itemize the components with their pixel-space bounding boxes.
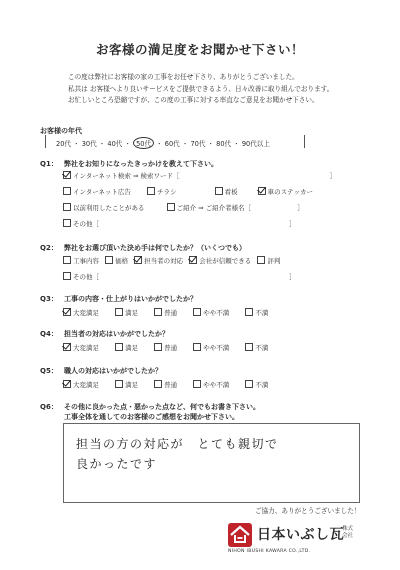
q3-option-somewhat-dissatisfied[interactable]: [193, 308, 229, 317]
roof-tile-logo-icon: [228, 523, 252, 547]
q4-option-satisfied[interactable]: [115, 343, 138, 352]
q1-option-signboard[interactable]: [215, 187, 238, 196]
q2-option-trust[interactable]: [189, 256, 251, 265]
option-label: 普通: [164, 309, 178, 317]
question-number: Q5：: [40, 367, 58, 375]
question-number: Q4：: [40, 330, 58, 338]
q2-option-price[interactable]: [105, 256, 128, 265]
checkbox[interactable]: [193, 380, 201, 388]
checkbox[interactable]: [257, 256, 265, 264]
age-option[interactable]: 30代: [81, 140, 97, 148]
age-option[interactable]: 20代: [56, 140, 71, 148]
option-label: 満足: [125, 381, 139, 389]
option-label: 以前利用したことがある: [73, 204, 145, 212]
q5-option-dissatisfied[interactable]: [245, 380, 268, 389]
question-number: Q3：: [40, 295, 58, 303]
intro-line: お忙しいところ恐縮ですが、この度の工事に対する率直なご意見をお聞かせ下さい。: [68, 96, 319, 104]
option-label: 普通: [164, 344, 178, 352]
checkbox[interactable]: [167, 203, 175, 211]
checkbox-checked[interactable]: [134, 256, 142, 264]
q5-option-very-satisfied[interactable]: [63, 380, 99, 389]
comment-line: 担当の方の対応が とても親切で: [76, 437, 279, 451]
option-label: 工事内容: [73, 257, 99, 265]
option-label: 普通: [164, 381, 178, 389]
q2-row-1: [63, 256, 288, 265]
option-label: 満足: [125, 344, 139, 352]
option-label: やや不満: [203, 381, 230, 389]
q1-row-3: [63, 203, 304, 212]
q1-row-1: [63, 171, 336, 180]
q1-option-referral[interactable]: [167, 203, 252, 212]
checkbox[interactable]: [63, 272, 71, 280]
bracket-close: ］: [289, 273, 296, 281]
checkbox[interactable]: [245, 308, 253, 316]
bracket-close: ］: [289, 220, 296, 228]
age-option[interactable]: 40代: [107, 140, 123, 148]
comment-textarea[interactable]: [63, 423, 360, 503]
q1-option-other[interactable]: [63, 219, 99, 228]
q1-option-flyer[interactable]: [147, 187, 177, 196]
checkbox[interactable]: [115, 380, 123, 388]
option-label: 担当者の対応: [144, 257, 184, 265]
option-label: 不満: [255, 381, 269, 389]
question-text: 担当者の対応はいかがでしたか？: [64, 330, 169, 338]
checkbox-checked[interactable]: [63, 308, 71, 316]
thanks-text: ご協力、ありがとうございました！: [255, 507, 361, 515]
checkbox[interactable]: [105, 256, 113, 264]
checkbox[interactable]: [193, 343, 201, 351]
option-label: 評判: [267, 257, 281, 265]
option-label: 不満: [255, 309, 269, 317]
q1-option-internet-ad[interactable]: [63, 187, 131, 196]
company-suffix: [342, 526, 353, 539]
intro-line: この度は弊社にお客様の家の工事をお任せ下さり、ありがとうございました。: [68, 73, 299, 81]
option-label: チラシ: [157, 188, 177, 196]
checkbox[interactable]: [193, 308, 201, 316]
checkbox[interactable]: [63, 203, 71, 211]
option-label: やや不満: [203, 344, 230, 352]
company-name-english: NIHON IBUSHI KAWARA CO.,LTD.: [228, 549, 311, 554]
q1-option-past-use[interactable]: [63, 203, 145, 212]
option-label: 車のステッカー: [267, 188, 314, 196]
checkbox-checked[interactable]: [258, 187, 266, 195]
q3-option-very-satisfied[interactable]: [63, 308, 99, 317]
checkbox[interactable]: [147, 187, 155, 195]
company-name: 日本いぶし瓦: [257, 527, 344, 543]
age-option-selected[interactable]: 50代: [133, 137, 154, 149]
survey-title: お客様の満足度をお聞かせ下さい！: [95, 42, 304, 57]
company-suffix-line: 株式: [342, 526, 354, 532]
company-logo: [228, 523, 368, 553]
age-option[interactable]: 70代: [190, 140, 206, 148]
q2-option-staff[interactable]: [134, 256, 183, 265]
option-label: 大変満足: [73, 309, 99, 317]
option-label: ご紹介 ⇒ ご紹介者様名［: [176, 204, 252, 212]
q5-option-somewhat-dissatisfied[interactable]: [193, 380, 229, 389]
option-label: その他［: [73, 220, 99, 228]
option-label: その他［: [73, 273, 99, 281]
q3-option-average[interactable]: [154, 308, 177, 317]
q5-option-satisfied[interactable]: [115, 380, 138, 389]
question-text: 職人の対応はいかがでしたか？: [64, 367, 162, 375]
q2-option-work[interactable]: [63, 256, 99, 265]
option-label: 看板: [224, 188, 238, 196]
q2-option-reputation[interactable]: [257, 256, 280, 265]
q2-row-2: [63, 272, 296, 281]
q4-option-average[interactable]: [154, 343, 177, 352]
q4-options: [63, 343, 276, 352]
checkbox[interactable]: [63, 256, 71, 264]
checkbox[interactable]: [215, 187, 223, 195]
option-label: インターネット検索 ⇒ 検索ワード［: [73, 172, 180, 180]
age-options: 20代 ・ 30代 ・ 40代 ・ 50代 ・ 60代 ・ 70代 ・ 80代 ・ 90代以上: [56, 137, 272, 149]
q1-option-car-sticker[interactable]: [258, 187, 313, 196]
question-4: [40, 329, 169, 339]
question-5: [40, 366, 162, 376]
age-option[interactable]: 60代: [164, 140, 180, 148]
checkbox[interactable]: [63, 187, 71, 195]
q2-option-other[interactable]: [63, 272, 99, 281]
comment-line: 良かったです: [76, 457, 158, 471]
checkbox[interactable]: [245, 343, 253, 351]
option-label: インターネット広告: [73, 188, 131, 196]
q4-option-very-satisfied[interactable]: [63, 343, 99, 352]
q4-option-dissatisfied[interactable]: [245, 343, 268, 352]
bracket-close: ］: [297, 204, 304, 212]
age-option[interactable]: 80代: [216, 140, 232, 148]
option-label: 大変満足: [73, 344, 99, 352]
intro-text: [68, 72, 333, 107]
checkbox-checked[interactable]: [63, 380, 71, 388]
question-text: 弊社をお知りになったきっかけを教えて下さい。: [64, 160, 218, 168]
checkbox[interactable]: [115, 343, 123, 351]
checkbox-checked[interactable]: [189, 256, 197, 264]
question-2: [40, 243, 246, 253]
checkbox[interactable]: [63, 219, 71, 227]
checkbox[interactable]: [115, 308, 123, 316]
question-text: 弊社をお選び頂いた決め手は何でしたか？（いくつでも）: [64, 244, 246, 252]
checkbox[interactable]: [154, 308, 162, 316]
q1-row-2: [63, 187, 321, 196]
handwritten-comment: [76, 434, 279, 474]
question-number: Q2：: [40, 244, 58, 252]
checkbox-checked[interactable]: [63, 343, 71, 351]
checkbox[interactable]: [154, 343, 162, 351]
question-text: その他に良かった点・悪かった点など、何でもお書き下さい。: [64, 403, 260, 411]
q4-option-somewhat-dissatisfied[interactable]: [193, 343, 229, 352]
option-label: 大変満足: [73, 381, 99, 389]
question-text: 工事の内容・仕上がりはいかがでしたか？: [64, 295, 197, 303]
checkbox-checked[interactable]: [63, 171, 71, 179]
q3-option-dissatisfied[interactable]: [245, 308, 268, 317]
age-option[interactable]: 90代以上: [241, 140, 270, 148]
option-label: 不満: [255, 344, 269, 352]
question-6: [40, 402, 260, 412]
question-6-subtext: 工事全体を通してのお客様のご感想をお聞かせ下さい。: [64, 413, 239, 421]
checkbox[interactable]: [245, 380, 253, 388]
checkbox[interactable]: [154, 380, 162, 388]
q5-option-average[interactable]: [154, 380, 177, 389]
bracket-close: ］: [329, 172, 337, 180]
q3-option-satisfied[interactable]: [115, 308, 138, 317]
age-label: お客様の年代: [40, 127, 82, 135]
q1-row-4: [63, 219, 296, 228]
option-label: 価格: [115, 257, 129, 265]
option-label: 会社が信頼できる: [199, 257, 252, 265]
q3-options: [63, 308, 276, 317]
company-suffix-line: 会社: [342, 532, 354, 539]
q5-options: [63, 380, 276, 389]
q1-option-internet-search[interactable]: [63, 171, 180, 180]
intro-line: 私共は お客様へより良いサービスをご提供できるよう、日々改善に取り組んでおります。: [68, 84, 334, 93]
option-label: やや不満: [203, 309, 230, 317]
question-3: [40, 294, 197, 304]
question-number: Q6：: [40, 403, 58, 411]
option-label: 満足: [125, 309, 139, 317]
question-number: Q1：: [40, 160, 58, 168]
